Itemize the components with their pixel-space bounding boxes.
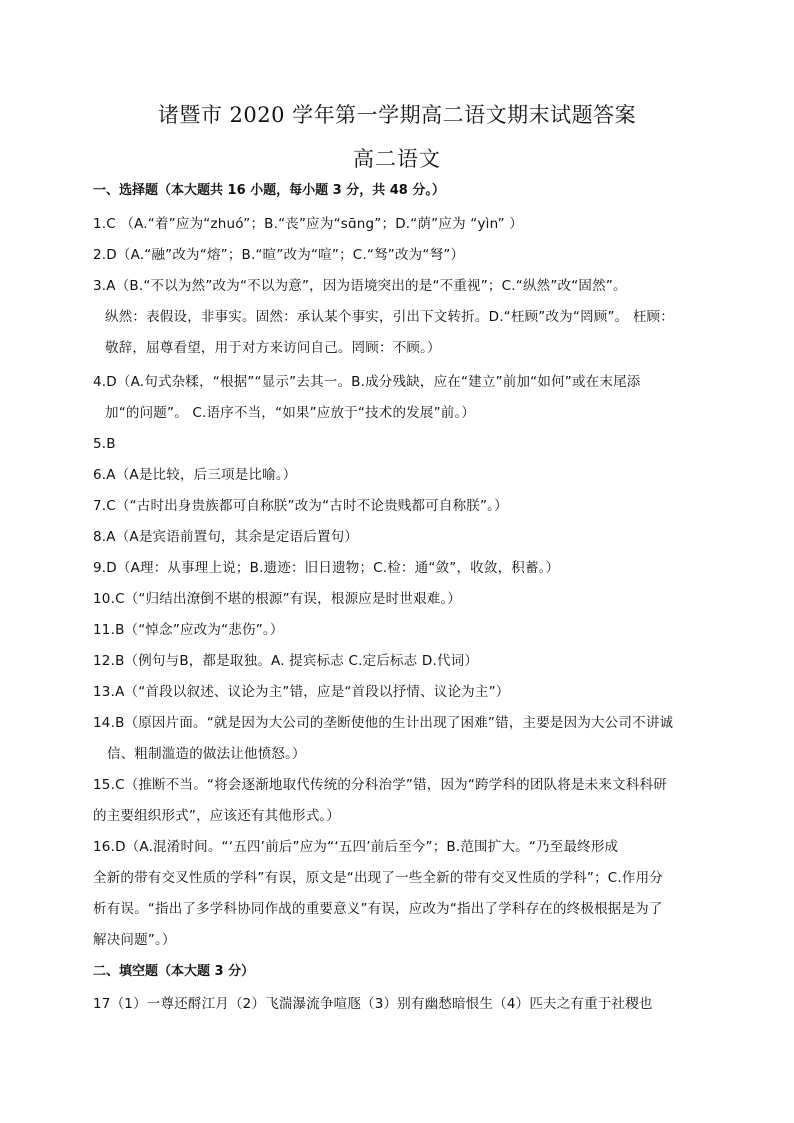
document-subtitle: 高二语文 (353, 147, 441, 171)
answer-3 (93, 271, 705, 364)
answer-10-text: 10.C（“归结出潦倒不堪的根源”有误，根源应是时世艰难。） (93, 591, 462, 607)
answer-16-line-1: 16.D（A.混淆时间。“‘五四’前后”应为“‘五四’前后至今”；B.范围扩大。“乃至最终形成 (93, 839, 619, 855)
answer-5 (93, 429, 705, 460)
answer-16 (93, 832, 705, 956)
answer-11-text: 11.B（“悼念”应改为“悲伤”。） (93, 622, 284, 638)
answer-2-text: 2.D（A.“融”改为“熔”；B.“暄”改为“喧”；C.“驽”改为“弩”） (93, 247, 465, 263)
answer-4-line-2: 加“的问题”。 C.语序不当，“如果”应放于“技术的发展”前。） (105, 405, 476, 421)
document-title: 诸暨市 2020 学年第一学期高二语文期末试题答案 (157, 103, 637, 127)
answer-3-line-3: 敬辞，屈尊看望，用于对方来访问自己。罔顾：不顾。） (105, 340, 441, 356)
answer-7-text: 7.C（“古时出身贵族都可自称朕”改为“古时不论贵贱都可自称朕”。） (93, 498, 508, 514)
answer-3-line-2: 纵然：表假设，非事实。固然：承认某个事实，引出下文转折。D.“枉顾”改为“罔顾”。 枉顾： (105, 309, 674, 325)
answer-3-line-1: 3.A（B.“不以为然”改为“不以为意”，因为语境突出的是“不重视”；C.“纵然”改“固然”。 (93, 278, 627, 294)
fill-section-heading: 二、填空题（本大题 3 分） (93, 964, 255, 979)
answer-14-line-1: 14.B（原因片面。“就是因为大公司的垄断使他的生计出现了困难”错，主要是因为大公司不讲诚 (93, 715, 674, 731)
answer-8-text: 8.A（A是宾语前置句，其余是定语后置句） (93, 529, 359, 545)
choice-section-heading: 一、选择题（本大题共 16 小题，每小题 3 分，共 48 分。） (93, 183, 445, 198)
answer-15 (93, 770, 705, 832)
answer-4 (93, 367, 705, 429)
answer-5-text: 5.B (93, 436, 116, 452)
answer-9 (93, 553, 705, 584)
answer-6 (93, 460, 705, 491)
answer-17 (93, 989, 705, 1020)
answer-17-text: 17（1）一尊还酹江月（2）飞湍瀑流争喧豗（3）别有幽愁暗恨生（4）匹夫之有重于社稷也 (93, 996, 653, 1012)
answer-1-text: 1.C （A.“着”应为“zhuó”；B.“丧”应为“sɑ̄ng”；D.“荫”应为 “yìn” ） (93, 216, 523, 232)
answer-7 (93, 491, 705, 522)
answer-13 (93, 677, 705, 708)
answer-14 (93, 708, 705, 770)
answer-2 (93, 240, 705, 271)
answer-11 (93, 615, 705, 646)
answer-16-line-3: 析有误。“指出了多学科协同作战的重要意义”有误，应改为“指出了学科存在的终极根据是为了 (93, 901, 663, 917)
answer-9-text: 9.D（A理：从事理上说；B.遗迹：旧日遗物；C.检：通“敛”，收敛，积蓄。） (93, 560, 560, 576)
answer-16-line-4: 解决问题”。） (93, 932, 176, 948)
answer-12 (93, 646, 705, 677)
answer-10 (93, 584, 705, 615)
answer-4-line-1: 4.D（A.句式杂糅，“根据”“显示”去其一。B.成分残缺，应在“建立”前加“如何”或在末尾添 (93, 374, 641, 390)
answer-15-line-2: 的主要组织形式”，应该还有其他形式。） (93, 808, 341, 824)
answer-12-text: 12.B（例句与B，都是取独。A. 提宾标志 C.定后标志 D.代词） (93, 653, 479, 669)
answer-13-text: 13.A（“首段以叙述、议论为主”错，应是“首段以抒情、议论为主”） (93, 684, 510, 700)
answer-15-line-1: 15.C（推断不当。“将会逐渐地取代传统的分科治学”错，因为“跨学科的团队将是未来文科科研 (93, 777, 667, 793)
answer-1 (93, 209, 705, 240)
answer-14-line-2: 信、粗制滥造的做法让他愤怒。） (107, 746, 306, 762)
answer-8 (93, 522, 705, 553)
answer-16-line-2: 全新的带有交叉性质的学科”有误，原文是“出现了一些全新的带有交叉性质的学科”；C.作用分 (93, 870, 663, 886)
answer-6-text: 6.A（A是比较，后三项是比喻。） (93, 467, 297, 483)
